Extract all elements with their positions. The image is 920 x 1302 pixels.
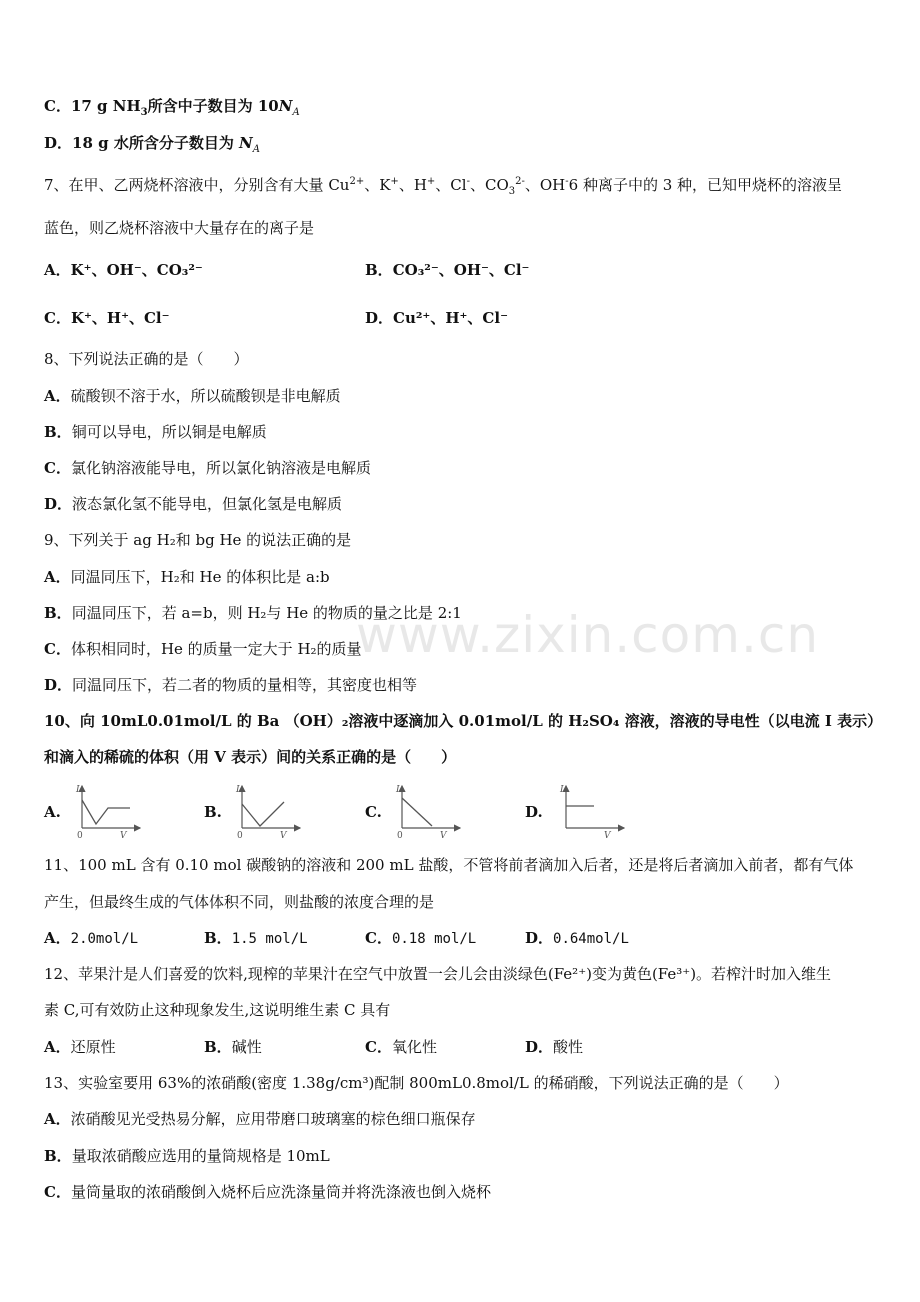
q12-stem-line2: 素 C,可有效防止这种现象发生,这说明维生素 C 具有 — [44, 1001, 391, 1019]
q10-label-c: C. — [365, 803, 382, 821]
axis-i-label: I — [76, 785, 80, 795]
q9-stem: 9、下列关于 ag H₂和 bg He 的说法正确的是 — [44, 531, 352, 549]
q13-option-b: B．量取浓硝酸应选用的量筒规格是 10mL — [44, 1147, 330, 1165]
q6-option-c: C．17 g $NH_3$所含中子数目为 $10N_A$ — [44, 97, 300, 118]
svg-text:I: I — [396, 785, 400, 795]
q12-option-d: D．酸性 — [525, 1038, 584, 1056]
q10-label-a: A. — [44, 803, 61, 821]
q12-stem-line1: 12、苹果汁是人们喜爱的饮料,现榨的苹果汁在空气中放置一会儿会由淡绿色(Fe²⁺)变为黄色(Fe³⁺)。若榨汁时加入维生 — [44, 965, 832, 983]
svg-text:V: V — [440, 831, 447, 840]
q7-stem-line1: 7、在甲、乙两烧杯溶液中，分别含有大量 $Cu^{2+}$、K+、H+、Cl-、$CO_3^{2-}$、OH-6 种离子中的 3 种，已知甲烧杯的溶液呈 — [44, 176, 843, 197]
q11-option-c: C．0.18 mol/L — [365, 929, 477, 947]
q10-graph-c — [392, 780, 466, 840]
curve-a — [82, 800, 130, 824]
q9-option-a: A．同温同压下，H₂和 He 的体积比是 a:b — [44, 568, 330, 586]
q10-label-b: B. — [204, 803, 222, 821]
q12-option-a: A．还原性 — [44, 1038, 116, 1056]
q7-option-b: B．CO₃²⁻、OH⁻、Cl⁻ — [365, 261, 530, 279]
svg-text:I: I — [236, 785, 240, 795]
option-label: C． — [44, 97, 71, 115]
q7-stem-line2: 蓝色，则乙烧杯溶液中大量存在的离子是 — [44, 219, 315, 237]
q13-option-a: A．浓硝酸见光受热易分解，应用带磨口玻璃塞的棕色细口瓶保存 — [44, 1110, 476, 1128]
q7-option-c: C．K⁺、H⁺、Cl⁻ — [44, 309, 170, 327]
q11-option-b: B．1.5 mol/L — [204, 929, 308, 947]
q9-option-d: D．同温同压下，若二者的物质的量相等，其密度也相等 — [44, 676, 418, 694]
svg-text:0: 0 — [237, 831, 243, 840]
q10-graph-b — [232, 780, 306, 840]
q11-option-a: A．2.0mol/L — [44, 929, 139, 947]
svg-text:0: 0 — [397, 831, 403, 840]
q9-option-c: C．体积相同时，He 的质量一定大于 H₂的质量 — [44, 640, 362, 658]
q12-option-b: B．碱性 — [204, 1038, 262, 1056]
svg-text:V: V — [280, 831, 287, 840]
q9-option-b: B．同温同压下，若 a=b，则 H₂与 He 的物质的量之比是 2:1 — [44, 604, 462, 622]
option-label: D． — [44, 134, 73, 152]
q8-option-a: A．硫酸钡不溶于水，所以硫酸钡是非电解质 — [44, 387, 341, 405]
origin-label: 0 — [77, 831, 83, 840]
curve-c — [402, 798, 432, 826]
q7-option-d: D．Cu²⁺、H⁺、Cl⁻ — [365, 309, 508, 327]
watermark: www.zixin.com.cn — [356, 606, 820, 664]
q12-option-c: C．氧化性 — [365, 1038, 437, 1056]
q8-stem: 8、下列说法正确的是（ ） — [44, 350, 249, 368]
axis-v-label: V — [120, 831, 127, 840]
curve-b — [242, 802, 284, 826]
q8-option-c: C．氯化钠溶液能导电，所以氯化钠溶液是电解质 — [44, 459, 371, 477]
q11-stem-line1: 11、100 mL 含有 0.10 mol 碳酸钠的溶液和 200 mL 盐酸，不管将前者滴加入后者，还是将后者滴加入前者，都有气体 — [44, 856, 854, 874]
q11-option-d: D．0.64mol/L — [525, 929, 629, 947]
q10-label-d: D. — [525, 803, 543, 821]
q13-option-c: C．量筒量取的浓硝酸倒入烧杯后应洗涤量筒并将洗涤液也倒入烧杯 — [44, 1183, 491, 1201]
q10-stem-line1: 10、向 10mL0.01mol/L 的 Ba （OH）₂溶液中逐滴加入 0.01mol/L 的 H₂SO₄ 溶液，溶液的导电性（以电流 I 表示） — [44, 712, 883, 730]
q10-graph-d — [556, 780, 630, 840]
svg-text:I: I — [560, 785, 564, 795]
svg-text:V: V — [604, 831, 611, 840]
q8-option-b: B．铜可以导电，所以铜是电解质 — [44, 423, 267, 441]
q10-graph-a — [72, 780, 146, 840]
q11-stem-line2: 产生，但最终生成的气体体积不同，则盐酸的浓度合理的是 — [44, 893, 435, 911]
q13-stem: 13、实验室要用 63%的浓硝酸(密度 1.38g/cm³)配制 800mL0.8mol/L 的稀硝酸，下列说法正确的是（ ） — [44, 1074, 789, 1092]
q7-option-a: A．K⁺、OH⁻、CO₃²⁻ — [44, 261, 203, 279]
q8-option-d: D．液态氯化氢不能导电，但氯化氢是电解质 — [44, 495, 343, 513]
q6-option-d: D．18 g 水所含分子数目为 $N_A$ — [44, 134, 260, 155]
q10-stem-line2: 和滴入的稀硫的体积（用 V 表示）间的关系正确的是（ ） — [44, 748, 457, 766]
